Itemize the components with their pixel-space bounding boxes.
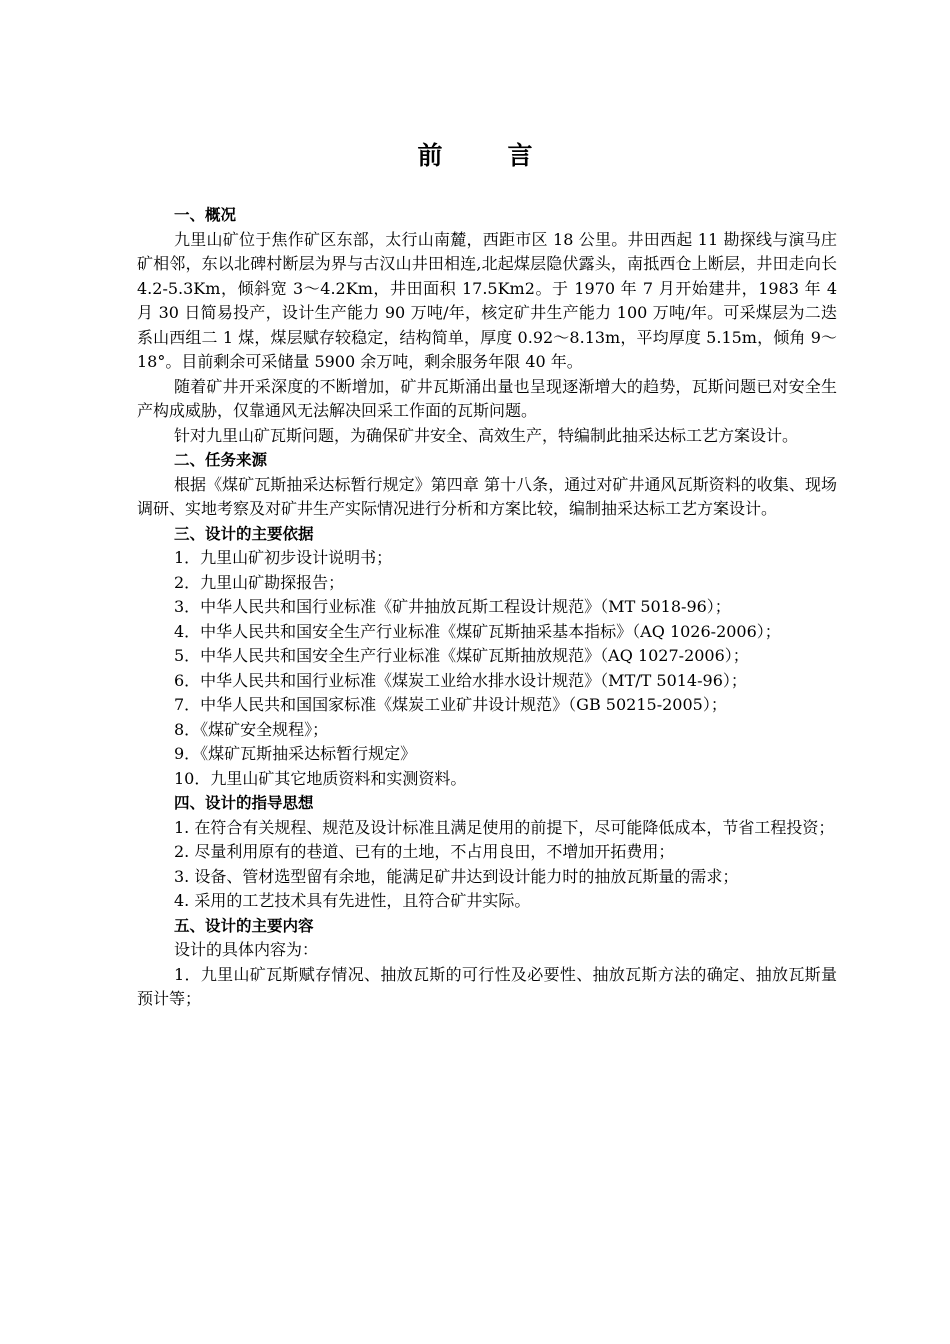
list-item: 7．中华人民共和国国家标准《煤炭工业矿井设计规范》（GB 50215-2005）； <box>174 695 727 714</box>
paragraph: 根据《煤矿瓦斯抽采达标暂行规定》第四章 第十八条，通过对矿井通风瓦斯资料的收集、现场调研、实地考察及对矿井生产实际情况进行分析和方案比较，编制抽采达标工艺方案设计。 <box>137 474 837 518</box>
list-item: 9．《煤矿瓦斯抽采达标暂行规定》 <box>174 744 417 763</box>
document-body <box>137 203 837 1012</box>
paragraph: 针对九里山矿瓦斯问题，为确保矿井安全、高效生产，特编制此抽采达标工艺方案设计。 <box>174 425 799 445</box>
page-title: 前 言 <box>417 141 553 170</box>
list-item: 3．中华人民共和国行业标准《矿井抽放瓦斯工程设计规范》（MT 5018-96）； <box>174 597 731 616</box>
list-item: 10．九里山矿其它地质资料和实测资料。 <box>174 768 467 788</box>
list-item: 8．《煤矿安全规程》； <box>174 719 329 739</box>
list-item: 1．九里山矿初步设计说明书； <box>174 548 393 567</box>
paragraph: 九里山矿位于焦作矿区东部，太行山南麓，西距市区 18 公里。井田西起 11 勘探线与演马庄矿相邻，东以北碑村断层为界与古汉山井田相连,北起煤层隐伏露头，南抵西仓上断层，井田走向长 4.2-5.3Km，倾斜宽 3～4.2Km，井田面积 17.5Km2。于 1970 年 7 月开始建井，1983 年 4 月 30 日简易投产，设计生产能力 90 万吨/年，核定矿井生产能力 100 万吨/年。可采煤层为二迭系山西组二 1 煤，煤层赋存较稳定，结构简单，厚度 0.92～8.13m，平均厚度 5.15m，倾角 9～18°。目前剩余可采储量 5900 余万吨，剩余服务年限 40 年。 <box>137 229 837 371</box>
list-item: 4．中华人民共和国安全生产行业标准《煤矿瓦斯抽采基本指标》（AQ 1026-2006）； <box>174 621 781 641</box>
list-item: 1. 在符合有关规程、规范及设计标准且满足使用的前提下，尽可能降低成本，节省工程投资； <box>174 817 835 837</box>
paragraph: 随着矿井开采深度的不断增加，矿井瓦斯涌出量也呈现逐渐增大的趋势，瓦斯问题已对安全生产构成威胁，仅靠通风无法解决回采工作面的瓦斯问题。 <box>137 376 837 420</box>
list-item: 1．九里山矿瓦斯赋存情况、抽放瓦斯的可行性及必要性、抽放瓦斯方法的确定、抽放瓦斯量预计等； <box>137 964 837 1008</box>
list-item: 5．中华人民共和国安全生产行业标准《煤矿瓦斯抽放规范》（AQ 1027-2006）； <box>174 646 749 665</box>
section-heading-task-source: 二、任务来源 <box>174 451 268 469</box>
section-heading-main-content: 五、设计的主要内容 <box>174 916 314 935</box>
section-heading-guiding-principles: 四、设计的指导思想 <box>174 794 314 812</box>
list-item: 2. 尽量利用原有的巷道、已有的土地，不占用良田，不增加开拓费用； <box>174 842 675 861</box>
list-item: 2．九里山矿勘探报告； <box>174 572 345 592</box>
list-item: 4. 采用的工艺技术具有先进性，且符合矿井实际。 <box>174 891 531 910</box>
paragraph: 设计的具体内容为： <box>174 940 319 959</box>
section-heading-design-basis: 三、设计的主要依据 <box>174 524 314 543</box>
section-heading-overview: 一、概况 <box>174 206 237 224</box>
list-item: 6．中华人民共和国行业标准《煤炭工业给水排水设计规范》（MT/T 5014-96）； <box>174 670 747 690</box>
list-item: 3. 设备、管材选型留有余地，能满足矿井达到设计能力时的抽放瓦斯量的需求； <box>174 866 739 886</box>
